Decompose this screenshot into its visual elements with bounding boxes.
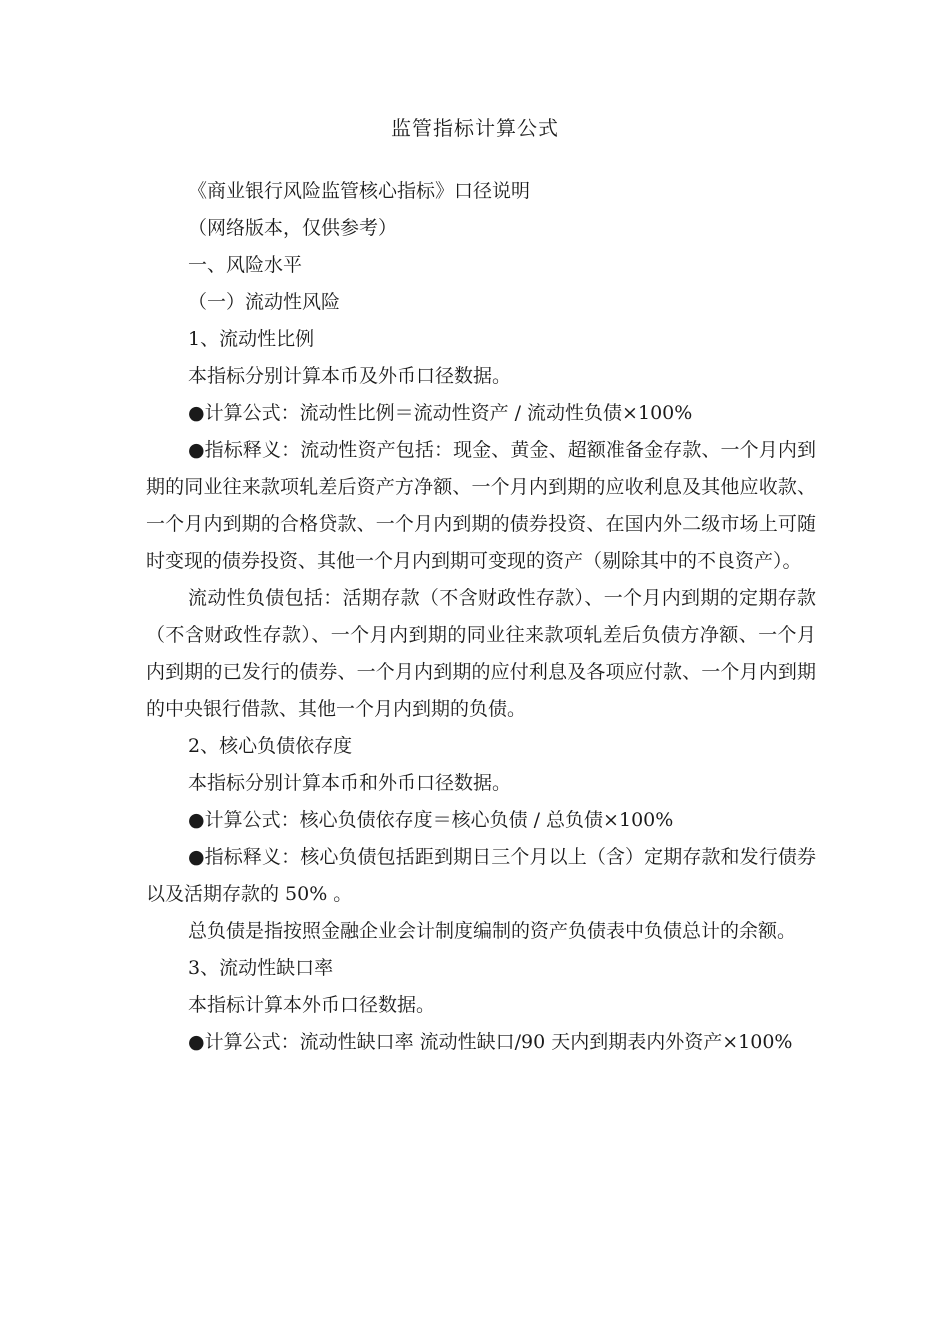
paragraph: 本指标分别计算本币和外币口径数据。 [188,772,512,794]
paragraph: 本指标计算本外币口径数据。 [188,994,436,1016]
item-heading: 2、核心负债依存度 [188,735,353,757]
item-heading: 1、流动性比例 [188,328,315,350]
subsection-heading: （一）流动性风险 [188,291,341,313]
definition-paragraph: 流动性负债包括：活期存款（不含财政性存款）、一个月内到期的定期存款（不含财政性存款）、一个月内到期的同业往来款项轧差后负债方净额、一个月内到期的已发行的债券、一个月内到期的应付利息及各项应付款、一个月内到期的中央银行借款、其他一个月内到期的负债。 [146,587,816,720]
page-title: 监管指标计算公式 [391,116,559,140]
section-heading: 一、风险水平 [188,254,303,276]
document-body [146,173,816,1061]
definition-paragraph: ●指标释义：核心负债包括距到期日三个月以上（含）定期存款和发行债券以及活期存款的 50% 。 [146,846,816,905]
item-heading: 3、流动性缺口率 [188,957,334,979]
formula-paragraph: ●计算公式：流动性比例＝流动性资产 / 流动性负债×100% [188,402,693,424]
paragraph-source-title: 《商业银行风险监管核心指标》口径说明 [188,180,531,202]
paragraph-version-note: （网络版本，仅供参考） [188,217,398,239]
formula-paragraph: ●计算公式：流动性缺口率 流动性缺口/90 天内到期表内外资产×100% [188,1031,793,1053]
paragraph: 本指标分别计算本币及外币口径数据。 [188,365,512,387]
definition-paragraph: ●指标释义：流动性资产包括：现金、黄金、超额准备金存款、一个月内到期的同业往来款项轧差后资产方净额、一个月内到期的应收利息及其他应收款、一个月内到期的合格贷款、一个月内到期的债券投资、在国内外二级市场上可随时变现的债券投资、其他一个月内到期可变现的资产（剔除其中的不良资产）。 [146,439,816,572]
formula-paragraph: ●计算公式：核心负债依存度＝核心负债 / 总负债×100% [188,809,674,831]
definition-paragraph: 总负债是指按照金融企业会计制度编制的资产负债表中负债总计的余额。 [188,920,797,942]
